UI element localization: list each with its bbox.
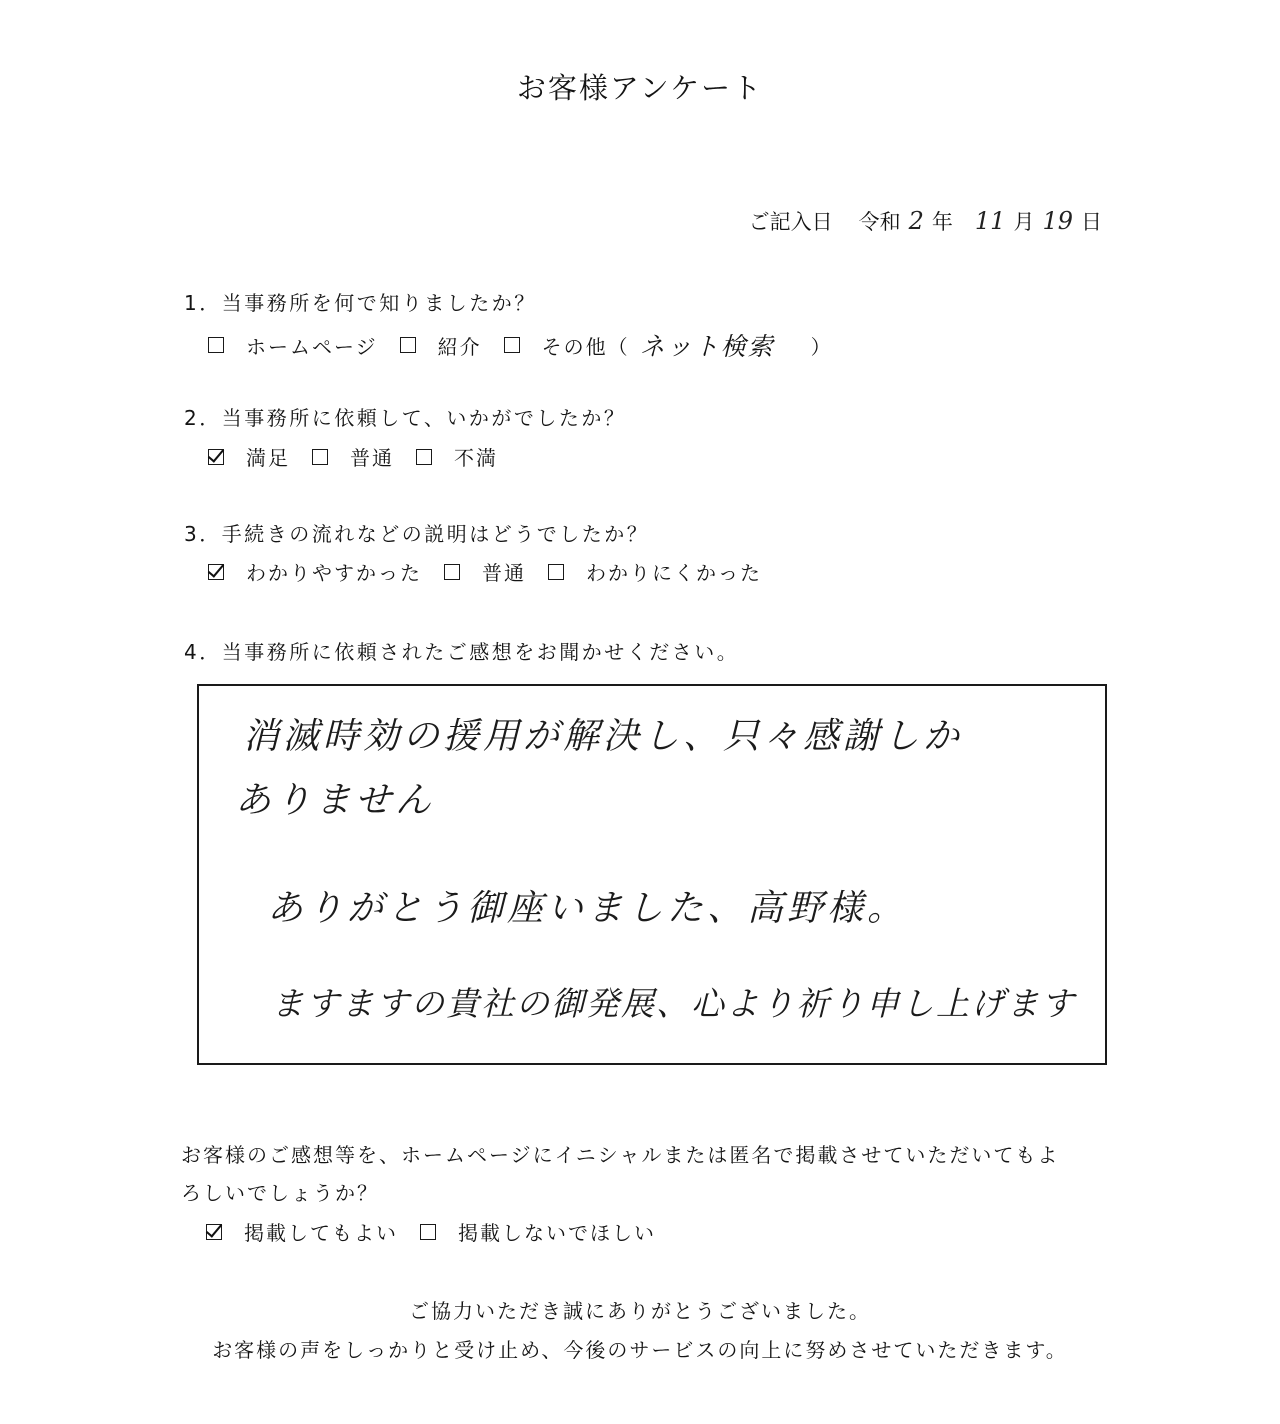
close-paren: ） (810, 334, 833, 359)
q1-other-handwritten: ネット検索 (639, 332, 775, 361)
date-day-value: 19 (1042, 207, 1073, 235)
publish-question-line-2: ろしいでしょうか？ (181, 1181, 379, 1205)
q3-option-normal[interactable] (444, 557, 526, 586)
closing-line-1: ご協力いただき誠にありがとうございました。 (409, 1299, 871, 1323)
closing-line-2: お客様の声をしっかりと受け止め、今後のサービスの向上に努めさせていただきます。 (212, 1338, 1068, 1362)
question-4: 4．当事務所に依頼されたご感想をお聞かせください。 (184, 640, 740, 664)
option-label: わかりにくかった (586, 561, 762, 585)
question-3-options (208, 557, 784, 586)
checkbox[interactable] (548, 564, 564, 580)
q1-option-homepage[interactable] (208, 331, 378, 360)
survey-title: お客様アンケート (516, 71, 764, 105)
date-label: ご記入日 (748, 210, 833, 234)
date-year-value: 2 (908, 207, 924, 235)
checkbox[interactable] (208, 337, 224, 353)
option-label: 普通 (350, 446, 394, 470)
date-row (749, 206, 1102, 236)
q1-option-referral[interactable] (400, 331, 482, 360)
question-3: 3．手続きの流れなどの説明はどうでしたか？ (184, 522, 650, 546)
q2-option-dissatisfied[interactable] (416, 442, 498, 471)
date-month-unit: 月 (1013, 210, 1035, 234)
q1-option-other[interactable] (504, 327, 833, 363)
date-month-value: 11 (974, 207, 1006, 235)
option-label: その他（ (541, 334, 630, 359)
question-2: 2．当事務所に依頼して、いかがでしたか？ (184, 406, 627, 430)
checkbox[interactable] (416, 449, 432, 465)
option-label: 掲載してもよい (244, 1221, 398, 1245)
option-label: わかりやすかった (246, 561, 422, 585)
publish-options (206, 1217, 678, 1246)
q3-option-hard[interactable] (548, 557, 762, 586)
publish-question-line-1: お客様のご感想等を、ホームページにイニシャルまたは匿名で掲載させていただいてもよ (181, 1143, 1060, 1167)
option-label: 普通 (482, 561, 526, 585)
q3-option-easy[interactable] (208, 557, 422, 586)
checkbox[interactable] (444, 564, 460, 580)
option-label: 掲載しないでほしい (458, 1221, 656, 1245)
comment-line-2: ありません (235, 780, 436, 821)
publish-option-deny[interactable] (420, 1217, 656, 1246)
comment-line-4: ますますの貴社の御発展、心より祈り申し上げます (271, 984, 1076, 1023)
comment-line-3: ありがとう御座いました、高野様。 (267, 888, 908, 929)
checkbox[interactable] (400, 337, 416, 353)
checkbox[interactable] (312, 449, 328, 465)
option-label: 紹介 (437, 334, 482, 359)
checkbox-checked[interactable] (208, 449, 224, 465)
option-label: 満足 (246, 446, 290, 470)
q2-option-satisfied[interactable] (208, 442, 290, 471)
question-2-options (208, 442, 520, 471)
checkbox[interactable] (420, 1224, 436, 1240)
date-day-unit: 日 (1081, 210, 1102, 234)
checkbox-checked[interactable] (206, 1224, 222, 1240)
option-label: ホームページ (246, 334, 378, 359)
date-year-unit: 年 (931, 210, 953, 234)
option-label: 不満 (454, 446, 498, 470)
question-1-options (208, 327, 855, 363)
date-era: 令和 (858, 210, 901, 234)
question-1: 1．当事務所を何で知りましたか？ (184, 291, 537, 315)
publish-option-allow[interactable] (206, 1217, 398, 1246)
checkbox-checked[interactable] (208, 564, 224, 580)
q2-option-normal[interactable] (312, 442, 394, 471)
comment-line-1: 消滅時効の援用が解決し、只々感謝しか (243, 716, 964, 757)
checkbox[interactable] (504, 337, 520, 353)
comment-box[interactable] (197, 684, 1107, 1065)
